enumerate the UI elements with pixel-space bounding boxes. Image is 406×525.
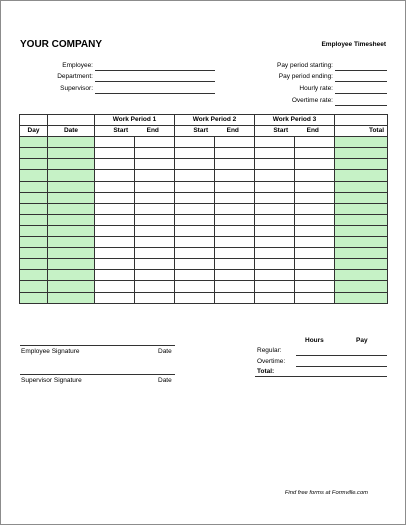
date-cell[interactable]: [48, 214, 95, 225]
regular-field[interactable]: [296, 355, 387, 356]
timesheet-rows: [20, 137, 388, 303]
period-1-end-header: End: [135, 126, 175, 137]
date-cell[interactable]: [48, 148, 95, 159]
p2-end-cell[interactable]: [215, 159, 255, 170]
p3-end-cell[interactable]: [295, 192, 335, 203]
supervisor-signature-label: Supervisor Signature: [21, 377, 82, 384]
p1-end-cell[interactable]: [135, 137, 175, 148]
date-cell[interactable]: [48, 237, 95, 248]
date-cell[interactable]: [48, 181, 95, 192]
p1-start-cell[interactable]: [95, 248, 135, 259]
p2-end-cell[interactable]: [215, 214, 255, 225]
total-cell[interactable]: [335, 170, 388, 181]
p2-end-cell[interactable]: [215, 259, 255, 270]
p3-end-cell[interactable]: [295, 248, 335, 259]
p3-start-cell[interactable]: [255, 203, 295, 214]
p3-end-cell[interactable]: [295, 270, 335, 281]
p1-start-cell[interactable]: [95, 148, 135, 159]
date-cell[interactable]: [48, 137, 95, 148]
p3-end-cell[interactable]: [295, 137, 335, 148]
p3-start-cell[interactable]: [255, 225, 295, 236]
p2-start-cell[interactable]: [175, 259, 215, 270]
pay-header: Pay: [356, 337, 368, 344]
day-cell[interactable]: [20, 259, 48, 270]
p2-start-cell[interactable]: [175, 225, 215, 236]
total-cell[interactable]: [335, 270, 388, 281]
p1-start-cell[interactable]: [95, 159, 135, 170]
p3-start-cell[interactable]: [255, 292, 295, 303]
total-cell[interactable]: [335, 248, 388, 259]
total-cell[interactable]: [335, 203, 388, 214]
p3-end-cell[interactable]: [295, 159, 335, 170]
period-1-start-header: Start: [95, 126, 135, 137]
p2-start-cell[interactable]: [175, 181, 215, 192]
overtime-field[interactable]: [296, 366, 387, 367]
p1-end-cell[interactable]: [135, 225, 175, 236]
work-period-2-header: Work Period 2: [175, 115, 255, 126]
p2-end-cell[interactable]: [215, 148, 255, 159]
p2-end-cell[interactable]: [215, 237, 255, 248]
date-cell[interactable]: [48, 270, 95, 281]
p2-start-cell[interactable]: [175, 137, 215, 148]
p2-start-cell[interactable]: [175, 214, 215, 225]
day-cell[interactable]: [20, 292, 48, 303]
p3-end-cell[interactable]: [295, 281, 335, 292]
date-cell[interactable]: [48, 225, 95, 236]
total-cell[interactable]: [335, 281, 388, 292]
day-cell[interactable]: [20, 170, 48, 181]
document-title: Employee Timesheet: [321, 41, 386, 48]
table-row: [20, 203, 388, 214]
p2-start-cell[interactable]: [175, 192, 215, 203]
p3-end-cell[interactable]: [295, 148, 335, 159]
period-2-end-header: End: [215, 126, 255, 137]
p3-end-cell[interactable]: [295, 203, 335, 214]
p1-start-cell[interactable]: [95, 137, 135, 148]
day-cell[interactable]: [20, 192, 48, 203]
total-cell[interactable]: [335, 192, 388, 203]
department-field-label: Department:: [57, 73, 93, 80]
p1-end-cell[interactable]: [135, 192, 175, 203]
p2-start-cell[interactable]: [175, 159, 215, 170]
total-field[interactable]: [255, 376, 387, 377]
p2-start-cell[interactable]: [175, 148, 215, 159]
footer-note: Find free forms at Formville.com: [284, 490, 368, 496]
p3-end-cell[interactable]: [295, 170, 335, 181]
p1-end-cell[interactable]: [135, 148, 175, 159]
p2-end-cell[interactable]: [215, 137, 255, 148]
period-3-end-header: End: [295, 126, 335, 137]
table-row: [20, 281, 388, 292]
table-row: [20, 159, 388, 170]
p3-start-cell[interactable]: [255, 270, 295, 281]
date-header: Date: [48, 126, 95, 137]
day-cell[interactable]: [20, 281, 48, 292]
p2-start-cell[interactable]: [175, 270, 215, 281]
p2-end-cell[interactable]: [215, 270, 255, 281]
pay-period-start-label: Pay period starting:: [276, 62, 333, 69]
day-cell[interactable]: [20, 214, 48, 225]
supervisor-field[interactable]: [95, 93, 215, 94]
p3-start-cell[interactable]: [255, 214, 295, 225]
supervisor-signature-date-label: Date: [158, 377, 172, 384]
total-cell[interactable]: [335, 181, 388, 192]
p3-end-cell[interactable]: [295, 259, 335, 270]
date-cell[interactable]: [48, 159, 95, 170]
period-3-start-header: Start: [255, 126, 295, 137]
p3-start-cell[interactable]: [255, 159, 295, 170]
p3-end-cell[interactable]: [295, 225, 335, 236]
p3-start-cell[interactable]: [255, 259, 295, 270]
work-period-3-header: Work Period 3: [255, 115, 335, 126]
employee-signature-label: Employee Signature: [21, 348, 80, 355]
p3-end-cell[interactable]: [295, 237, 335, 248]
p1-end-cell[interactable]: [135, 281, 175, 292]
pay-period-end-field[interactable]: [335, 81, 387, 82]
p3-start-cell[interactable]: [255, 192, 295, 203]
p1-start-cell[interactable]: [95, 292, 135, 303]
p2-end-cell[interactable]: [215, 281, 255, 292]
p1-end-cell[interactable]: [135, 203, 175, 214]
supervisor-field-label: Supervisor:: [60, 85, 93, 92]
day-cell[interactable]: [20, 148, 48, 159]
p2-start-cell[interactable]: [175, 281, 215, 292]
hourly-rate-label: Hourly rate:: [299, 85, 333, 92]
p3-start-cell[interactable]: [255, 248, 295, 259]
p3-start-cell[interactable]: [255, 281, 295, 292]
table-row: [20, 192, 388, 203]
day-header: Day: [20, 126, 48, 137]
p2-end-cell[interactable]: [215, 225, 255, 236]
p2-end-cell[interactable]: [215, 170, 255, 181]
table-row: [20, 137, 388, 148]
overtime-rate-field[interactable]: [335, 105, 387, 106]
p1-start-cell[interactable]: [95, 225, 135, 236]
table-row: [20, 214, 388, 225]
table-row: [20, 225, 388, 236]
table-row: [20, 181, 388, 192]
total-header: Total: [335, 126, 388, 137]
day-cell[interactable]: [20, 225, 48, 236]
p2-end-cell[interactable]: [215, 192, 255, 203]
regular-label: Regular:: [257, 347, 282, 354]
p1-start-cell[interactable]: [95, 181, 135, 192]
table-row: [20, 237, 388, 248]
hourly-rate-field[interactable]: [335, 93, 387, 94]
p2-start-cell[interactable]: [175, 203, 215, 214]
pay-period-start-field[interactable]: [335, 70, 387, 71]
employee-field[interactable]: [95, 70, 215, 71]
hours-header: Hours: [305, 337, 324, 344]
supervisor-signature-line[interactable]: [20, 374, 175, 375]
p2-end-cell[interactable]: [215, 248, 255, 259]
p3-start-cell[interactable]: [255, 237, 295, 248]
p1-start-cell[interactable]: [95, 270, 135, 281]
employee-field-label: Employee:: [62, 62, 93, 69]
period-2-start-header: Start: [175, 126, 215, 137]
date-cell[interactable]: [48, 170, 95, 181]
p3-start-cell[interactable]: [255, 148, 295, 159]
p1-end-cell[interactable]: [135, 237, 175, 248]
day-cell[interactable]: [20, 270, 48, 281]
p1-start-cell[interactable]: [95, 281, 135, 292]
p1-end-cell[interactable]: [135, 170, 175, 181]
day-cell[interactable]: [20, 237, 48, 248]
company-name: YOUR COMPANY: [20, 39, 103, 50]
timesheet-table: [19, 114, 388, 304]
day-cell[interactable]: [20, 137, 48, 148]
overtime-label: Overtime:: [257, 358, 286, 365]
total-cell[interactable]: [335, 292, 388, 303]
p1-end-cell[interactable]: [135, 159, 175, 170]
table-row: [20, 148, 388, 159]
p3-start-cell[interactable]: [255, 181, 295, 192]
p3-end-cell[interactable]: [295, 181, 335, 192]
date-cell[interactable]: [48, 203, 95, 214]
table-row: [20, 259, 388, 270]
overtime-rate-label: Overtime rate:: [291, 97, 333, 104]
day-cell[interactable]: [20, 248, 48, 259]
table-row: [20, 170, 388, 181]
table-row: [20, 248, 388, 259]
p2-start-cell[interactable]: [175, 170, 215, 181]
total-cell[interactable]: [335, 148, 388, 159]
p3-start-cell[interactable]: [255, 137, 295, 148]
p1-end-cell[interactable]: [135, 270, 175, 281]
p3-end-cell[interactable]: [295, 292, 335, 303]
p1-end-cell[interactable]: [135, 181, 175, 192]
total-label: Total:: [257, 368, 275, 375]
total-cell[interactable]: [335, 137, 388, 148]
table-row: [20, 270, 388, 281]
p1-start-cell[interactable]: [95, 214, 135, 225]
p1-start-cell[interactable]: [95, 237, 135, 248]
p2-start-cell[interactable]: [175, 237, 215, 248]
total-cell[interactable]: [335, 159, 388, 170]
p1-start-cell[interactable]: [95, 192, 135, 203]
date-cell[interactable]: [48, 292, 95, 303]
total-cell[interactable]: [335, 225, 388, 236]
p1-end-cell[interactable]: [135, 259, 175, 270]
p1-start-cell[interactable]: [95, 170, 135, 181]
p2-start-cell[interactable]: [175, 292, 215, 303]
p2-end-cell[interactable]: [215, 181, 255, 192]
day-cell[interactable]: [20, 203, 48, 214]
p1-start-cell[interactable]: [95, 259, 135, 270]
day-cell[interactable]: [20, 181, 48, 192]
p1-start-cell[interactable]: [95, 203, 135, 214]
total-cell[interactable]: [335, 214, 388, 225]
p2-end-cell[interactable]: [215, 292, 255, 303]
p2-end-cell[interactable]: [215, 203, 255, 214]
date-cell[interactable]: [48, 281, 95, 292]
pay-period-end-label: Pay period ending:: [278, 73, 333, 80]
p3-start-cell[interactable]: [255, 170, 295, 181]
work-period-1-header: Work Period 1: [95, 115, 175, 126]
p2-start-cell[interactable]: [175, 248, 215, 259]
total-cell[interactable]: [335, 237, 388, 248]
p1-end-cell[interactable]: [135, 248, 175, 259]
day-cell[interactable]: [20, 159, 48, 170]
employee-signature-date-label: Date: [158, 348, 172, 355]
table-row: [20, 292, 388, 303]
date-cell[interactable]: [48, 192, 95, 203]
department-field[interactable]: [95, 81, 215, 82]
p1-end-cell[interactable]: [135, 214, 175, 225]
date-cell[interactable]: [48, 248, 95, 259]
p1-end-cell[interactable]: [135, 292, 175, 303]
total-cell[interactable]: [335, 259, 388, 270]
date-cell[interactable]: [48, 259, 95, 270]
employee-signature-line[interactable]: [20, 345, 175, 346]
p3-end-cell[interactable]: [295, 214, 335, 225]
